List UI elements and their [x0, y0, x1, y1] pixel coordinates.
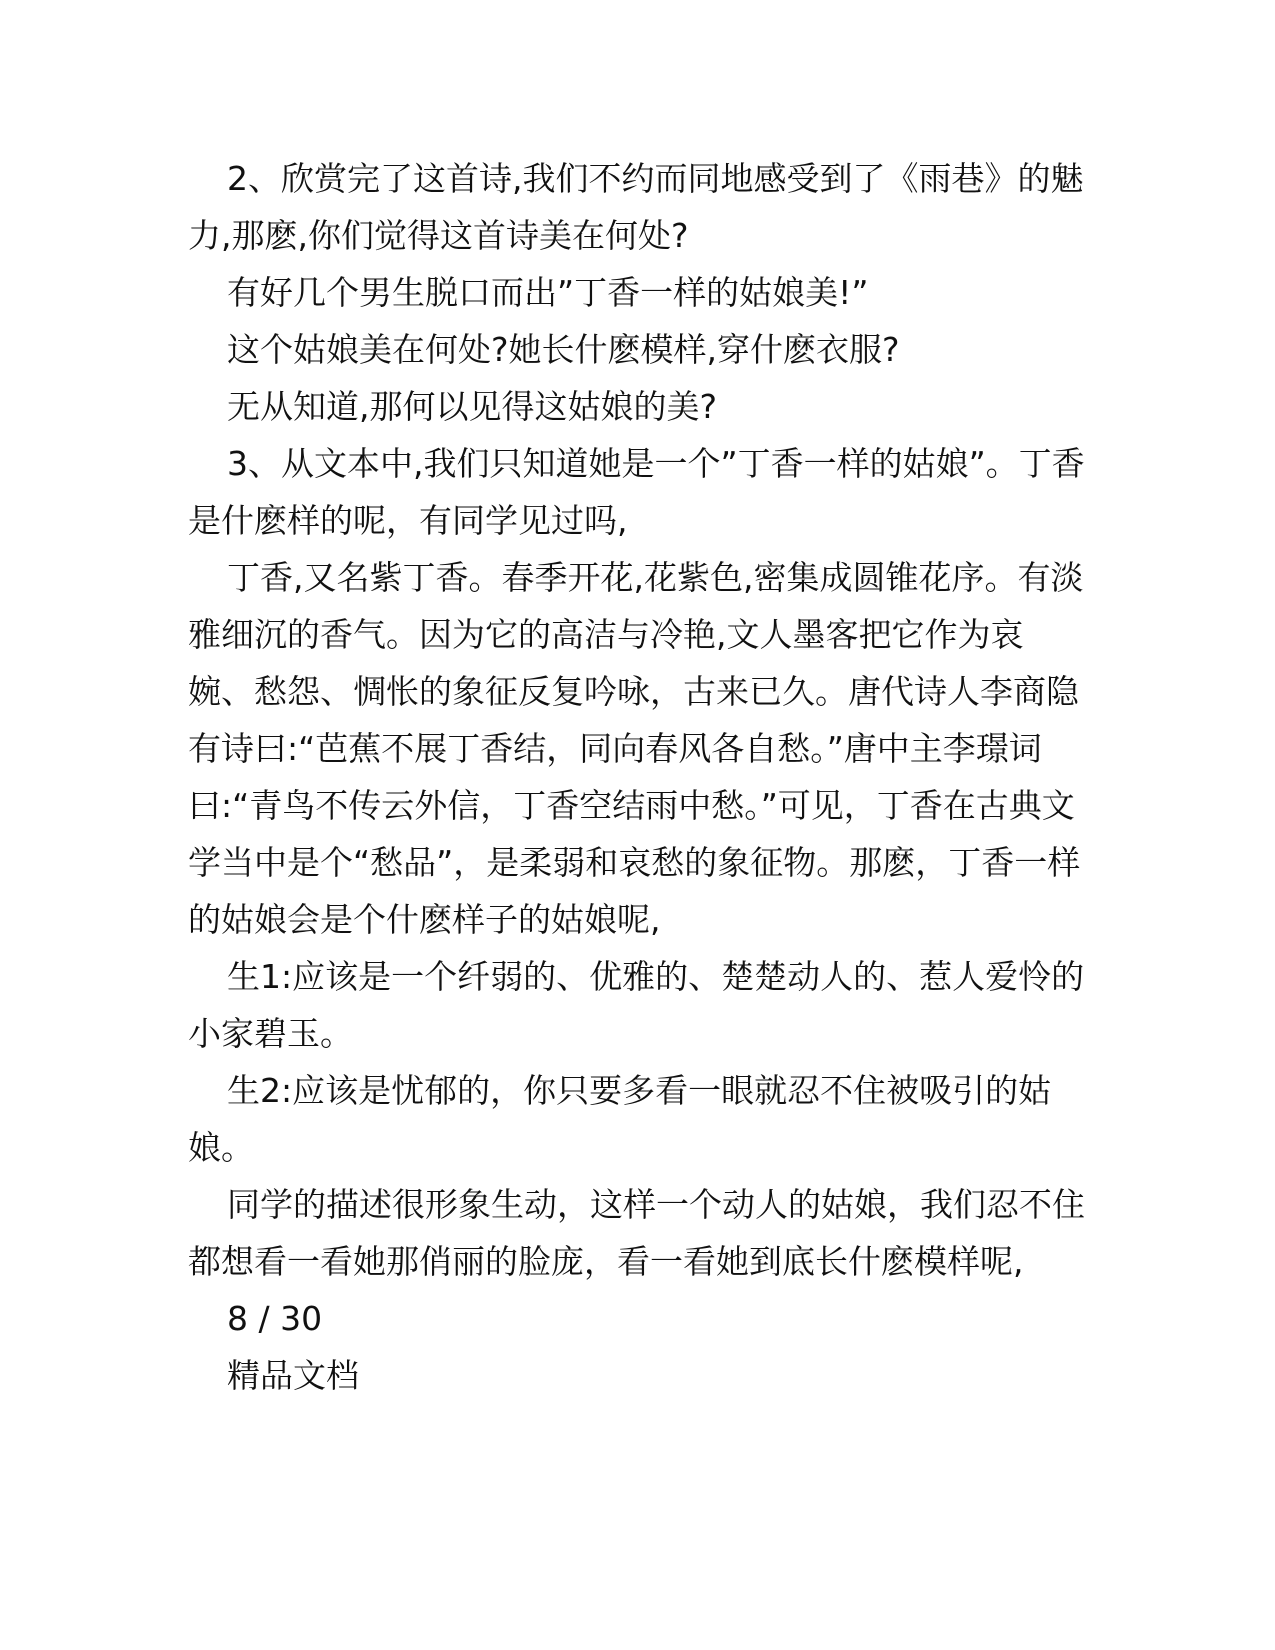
- paragraph-student-1: 生1:应该是一个纤弱的、优雅的、楚楚动人的、惹人爱怜的小家碧玉。: [188, 957, 1085, 1053]
- paragraph-student-2: 生2:应该是忧郁的，你只要多看一眼就忍不住被吸引的姑娘。: [188, 1071, 1052, 1167]
- footer-label: 精品文档: [227, 1356, 359, 1395]
- paragraph-question-3: 3、从文本中,我们只知道她是一个”丁香一样的姑娘”。丁香是什麽样的呢，有同学见过吗,: [188, 444, 1085, 540]
- page-number: 8 / 30: [227, 1299, 323, 1338]
- paragraph-boys-answer: 有好几个男生脱口而出”丁香一样的姑娘美!”: [227, 273, 869, 312]
- paragraph-lilac-description: 丁香,又名紫丁香。春季开花,花紫色,密集成圆锥花序。有淡雅细沉的香气。因为它的高洁与冷艳,文人墨客把它作为哀婉、愁怨、惆怅的象征反复吟咏，古来已久。唐代诗人李商隐有诗曰:“芭蕉不展丁香结，同向春风各自愁。”唐中主李璟词曰:“青鸟不传云外信，丁香空结雨中愁。”可见，丁香在古典文学当中是个“愁品”，是柔弱和哀愁的象征物。那麽，丁香一样的姑娘会是个什麽样子的姑娘呢,: [188, 558, 1084, 939]
- paragraph-unknown: 无从知道,那何以见得这姑娘的美?: [227, 387, 718, 426]
- paragraph-question-2: 2、欣赏完了这首诗,我们不约而同地感受到了《雨巷》的魅力,那麽,你们觉得这首诗美在何处?: [188, 159, 1084, 255]
- paragraph-beauty-question: 这个姑娘美在何处?她长什麽模样,穿什麽衣服?: [227, 330, 900, 369]
- paragraph-teacher-comment: 同学的描述很形象生动，这样一个动人的姑娘，我们忍不住都想看一看她那俏丽的脸庞，看一看她到底长什麽模样呢,: [188, 1185, 1085, 1281]
- document-body: [188, 150, 1088, 1404]
